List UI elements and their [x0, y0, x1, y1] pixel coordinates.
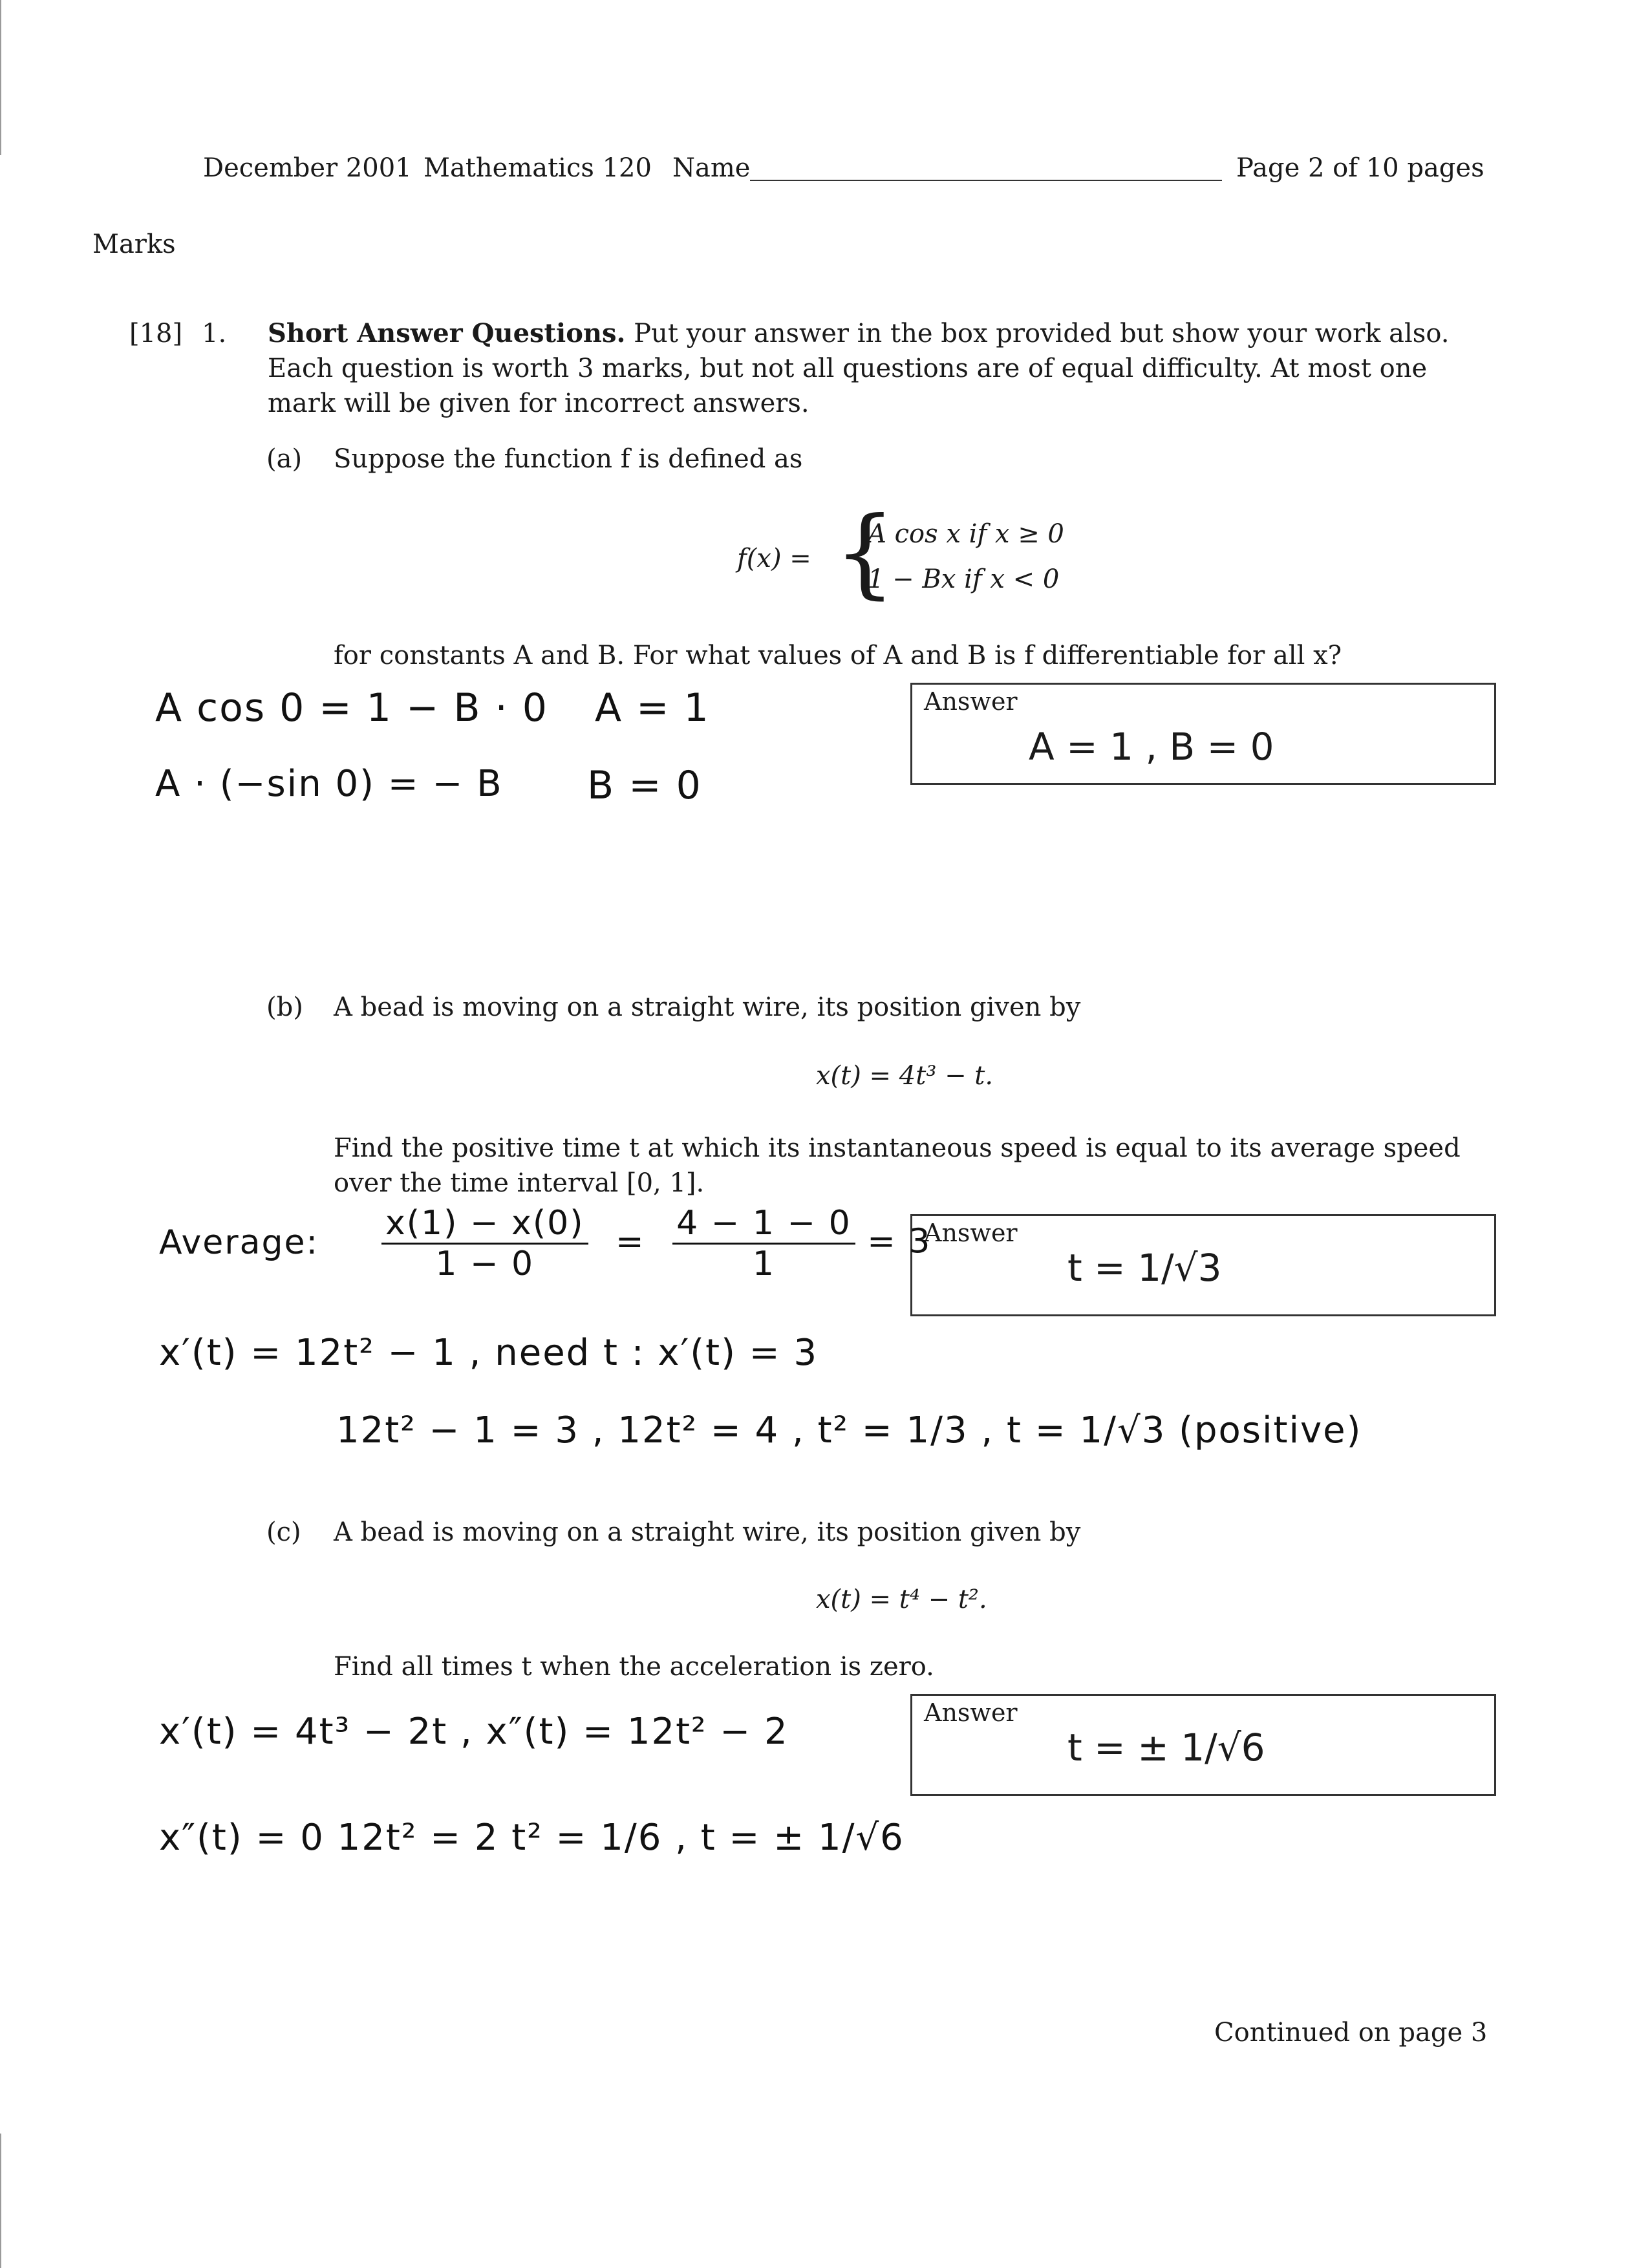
part-a-work-line4: B = 0	[587, 763, 702, 808]
avg-den1: 1 − 0	[435, 1245, 535, 1283]
question-intro	[268, 316, 1496, 352]
header-date: December 2001	[203, 153, 412, 183]
part-a-work-line2: A · (−sin 0) = − B	[155, 763, 503, 805]
question-intro-line2: Each question is worth 3 marks, but not all questions are of equal difficulty. At most one	[268, 354, 1428, 383]
part-c-answer-value: t = ± 1/√6	[1067, 1726, 1265, 1770]
part-c-question: Find all times t when the acceleration is zero.	[334, 1652, 934, 1682]
part-a-work-line1: A cos 0 = 1 − B · 0	[155, 685, 548, 731]
avg-den2: 1	[752, 1245, 775, 1283]
scan-edge-bottom	[0, 2134, 1, 2268]
question-title: Short Answer Questions.	[268, 318, 626, 348]
part-a-case1: A cos x if x ≥ 0	[868, 519, 1064, 549]
part-a-answer-value: A = 1 , B = 0	[1029, 725, 1274, 769]
avg-fraction-2	[672, 1204, 855, 1283]
part-b-question-line2: over the time interval [0, 1].	[334, 1168, 705, 1198]
header-course: Mathematics 120	[423, 153, 652, 183]
part-a-answer-label: Answer	[924, 687, 1018, 716]
part-b-work-line3: 12t² − 1 = 3 , 12t² = 4 , t² = 1/3 , t = 1/√3 (positive)	[336, 1409, 1362, 1451]
avg-num2: 4 − 1 − 0	[672, 1204, 855, 1245]
part-b-prompt: A bead is moving on a straight wire, its position given by	[334, 992, 1081, 1022]
header-page-info: Page 2 of 10 pages	[1236, 153, 1484, 183]
part-c-label: (c)	[266, 1517, 301, 1547]
question-intro-line3: mark will be given for incorrect answers.	[268, 389, 809, 418]
name-field-line	[750, 180, 1222, 181]
part-c-answer-box[interactable]	[910, 1694, 1496, 1796]
avg-num1: x(1) − x(0)	[381, 1204, 588, 1245]
part-a-answer-box[interactable]	[910, 683, 1496, 785]
marks-label: Marks	[92, 230, 176, 259]
header-name-label: Name	[672, 153, 751, 183]
footer-continued: Continued on page 3	[1214, 2018, 1488, 2048]
part-c-formula: x(t) = t⁴ − t².	[816, 1585, 987, 1614]
part-b-question-line1: Find the positive time t at which its instantaneous speed is equal to its average speed	[334, 1133, 1461, 1163]
avg-result: = 3	[867, 1222, 932, 1261]
part-a-prompt: Suppose the function f is defined as	[334, 444, 803, 474]
part-a-label: (a)	[266, 444, 303, 474]
part-b-answer-box[interactable]	[910, 1214, 1496, 1316]
part-a-formula-lhs: f(x) =	[737, 544, 811, 573]
question-marks: [18]	[129, 319, 183, 348]
part-a-case2: 1 − Bx if x < 0	[868, 564, 1060, 594]
question-intro-line1: Put your answer in the box provided but show your work also.	[634, 319, 1450, 348]
part-c-answer-label: Answer	[924, 1698, 1018, 1727]
part-b-avg-fraction1	[381, 1204, 931, 1283]
avg-fraction-1	[381, 1204, 588, 1283]
part-c-work-line2: x″(t) = 0 12t² = 2 t² = 1/6 , t = ± 1/√6	[159, 1817, 905, 1859]
part-b-average-label: Average:	[159, 1223, 319, 1262]
part-a-brace: {	[834, 497, 896, 609]
part-a-question: for constants A and B. For what values of A and B is f differentiable for all x?	[334, 641, 1342, 670]
question-number: 1.	[202, 319, 227, 348]
part-c-work-line1: x′(t) = 4t³ − 2t , x″(t) = 12t² − 2	[159, 1711, 789, 1753]
part-c-prompt: A bead is moving on a straight wire, its position given by	[334, 1517, 1081, 1547]
part-b-formula: x(t) = 4t³ − t.	[816, 1061, 994, 1091]
part-b-answer-label: Answer	[924, 1219, 1018, 1247]
avg-eq: =	[616, 1222, 645, 1261]
part-b-work-line2: x′(t) = 12t² − 1 , need t : x′(t) = 3	[159, 1332, 819, 1374]
scan-edge-top	[0, 0, 1, 155]
part-a-work-line3: A = 1	[595, 685, 710, 731]
part-b-label: (b)	[266, 992, 303, 1022]
part-b-answer-value: t = 1/√3	[1067, 1246, 1222, 1290]
